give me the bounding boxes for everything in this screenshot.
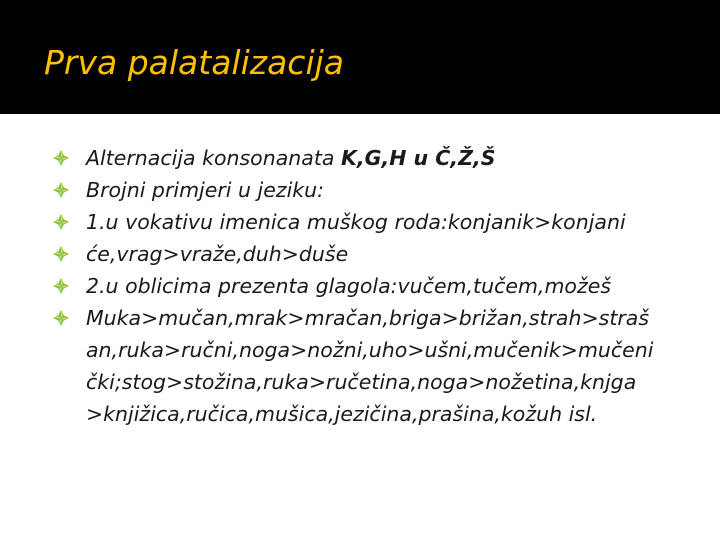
bullet-text: Muka>mučan,mrak>mračan,briga>brižan,strah>straš an,ruka>ručni,noga>nožni,uho>ušni,mučenik>mučeni čki;stog>stožina,ruka>ručetina,noga>nožetina,knjga >knjižica,ručica,mušica,jezičina,prašina,kožuh isl. (86, 306, 654, 426)
diamond-petals-icon (52, 149, 70, 167)
diamond-petals-icon (52, 213, 70, 231)
bullet-item (52, 206, 692, 238)
bullet-text: Alternacija konsonanata K,G,H u Č,Ž,Š (86, 146, 496, 170)
diamond-petals-icon (52, 245, 70, 263)
bullet-text: 1.u vokativu imenica muškog roda:konjanik>konjani (86, 210, 626, 234)
bullet-text: će,vrag>vraže,duh>duše (86, 242, 349, 266)
bullet-item (52, 238, 692, 270)
bullet-item (52, 302, 692, 430)
slide-title: Prva palatalizacija (44, 43, 345, 82)
diamond-petals-icon (52, 277, 70, 295)
bullet-item (52, 142, 692, 174)
bullet-list (52, 142, 692, 430)
diamond-petals-icon (52, 309, 70, 327)
title-bar (0, 0, 720, 114)
bullet-text: Brojni primjeri u jeziku: (86, 178, 325, 202)
bullet-item (52, 270, 692, 302)
bullet-text: 2.u oblicima prezenta glagola:vučem,tučem,možeš (86, 274, 612, 298)
diamond-petals-icon (52, 181, 70, 199)
bullet-item (52, 174, 692, 206)
bullet-bold-text: K,G,H u Č,Ž,Š (340, 146, 496, 170)
